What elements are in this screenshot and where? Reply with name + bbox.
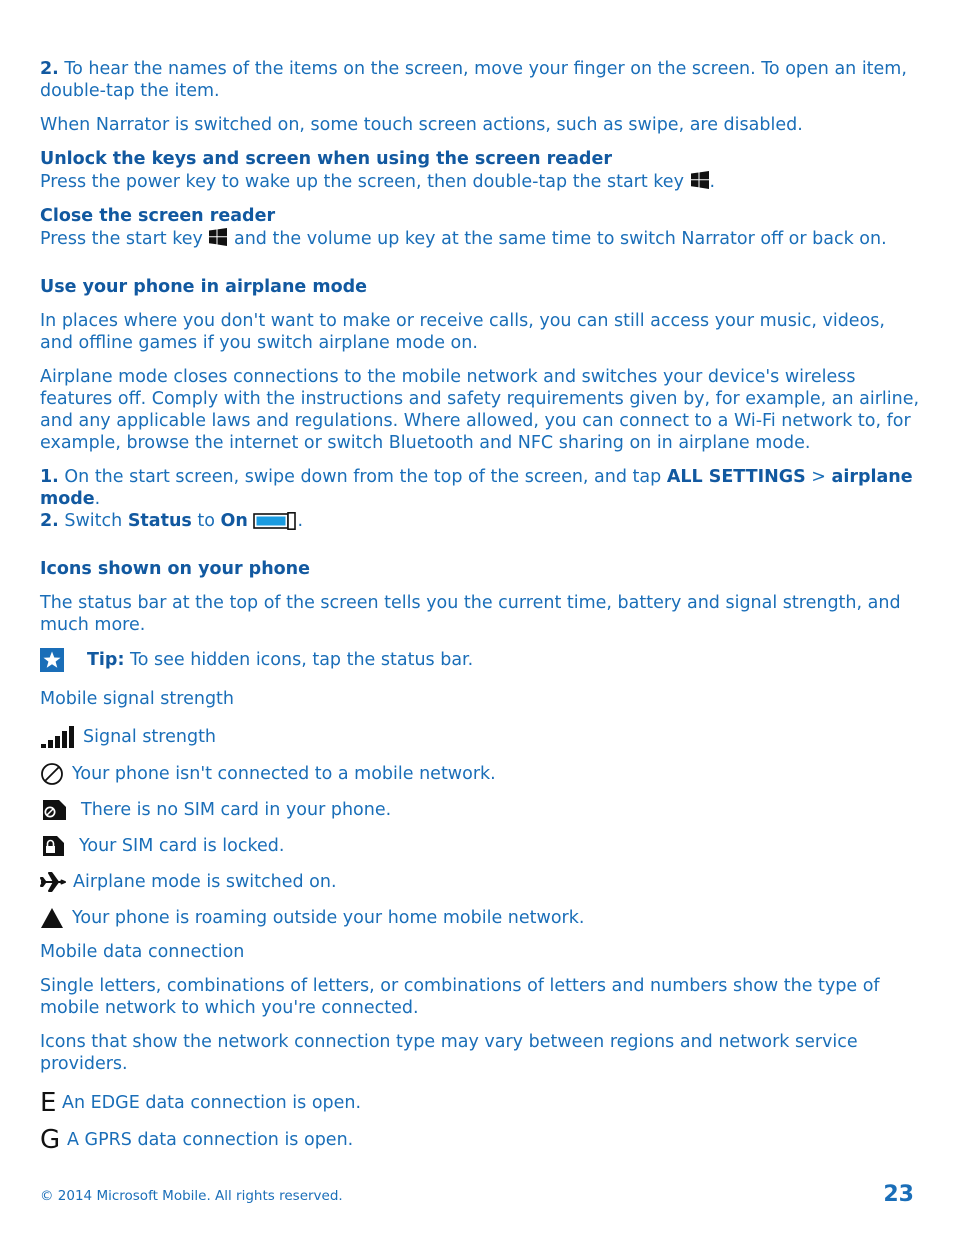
signal-heading: Mobile signal strength — [40, 689, 235, 709]
step-text: On the start screen, swipe down from the top of the screen, and tap — [58, 467, 667, 487]
roaming-icon — [40, 907, 64, 929]
signal-item — [40, 797, 920, 823]
unlock-heading: Unlock the keys and screen when using the screen reader — [40, 149, 612, 169]
period: . — [94, 489, 101, 509]
tip-label: Tip: — [87, 650, 125, 670]
close-text — [40, 227, 920, 250]
signal-item — [40, 869, 920, 895]
signal-bars-icon — [40, 726, 74, 748]
airplane-icon — [40, 870, 66, 894]
copyright: © 2014 Microsoft Mobile. All rights reserved. — [40, 1188, 343, 1204]
close-heading: Close the screen reader — [40, 206, 276, 226]
windows-start-key-icon — [208, 227, 228, 247]
unlock-text-after: . — [709, 172, 716, 192]
airplane-mode-label: airplane mode — [40, 467, 913, 509]
on-label: On — [220, 511, 248, 531]
airplane-details: Airplane mode closes connections to the mobile network and switches your device's wireless features off. Comply with the instructions and safety requirements given by, for example, an airline, and any applicable laws and regulations. Where allowed, you can connect to a Wi-Fi network to, for example, browse the internet or switch Bluetooth and NFC sharing on in airplane mode. — [40, 367, 920, 453]
all-settings-label: ALL SETTINGS — [666, 467, 806, 487]
signal-item — [40, 905, 920, 931]
unlock-text-before: Press the power key to wake up the screen, then double-tap the start key — [40, 172, 690, 192]
close-text-before: Press the start key — [40, 229, 209, 249]
data-item — [40, 1089, 920, 1117]
signal-item — [40, 724, 920, 750]
page-content — [40, 58, 920, 1154]
tip-text: To see hidden icons, tap the status bar. — [124, 650, 474, 670]
signal-item-text: Your phone isn't connected to a mobile network. — [72, 764, 496, 784]
signal-item-text: Your SIM card is locked. — [79, 836, 285, 856]
signal-item — [40, 761, 920, 787]
step-number: 2. — [40, 511, 59, 531]
airplane-step-1 — [40, 466, 920, 510]
data-item — [40, 1126, 920, 1154]
gprs-icon: G — [40, 1125, 61, 1155]
airplane-step-2 — [40, 510, 920, 532]
airplane-heading: Use your phone in airplane mode — [40, 277, 368, 297]
data-item-text: An EDGE data connection is open. — [62, 1093, 362, 1113]
data-heading: Mobile data connection — [40, 942, 245, 962]
step-text: To hear the names of the items on the screen, move your finger on the screen. To open an item, double-tap the item. — [40, 59, 907, 101]
no-sim-icon — [40, 799, 68, 821]
toggle-on-icon — [253, 512, 297, 530]
signal-item-text: Airplane mode is switched on. — [73, 872, 337, 892]
step-number: 1. — [40, 467, 59, 487]
close-text-after: and the volume up key at the same time to switch Narrator off or back on. — [228, 229, 887, 249]
narrator-step-2 — [40, 58, 920, 102]
status-label: Status — [127, 511, 192, 531]
data-item-text: A GPRS data connection is open. — [67, 1130, 354, 1150]
data-note: Icons that show the network connection type may vary between regions and network service providers. — [40, 1032, 858, 1074]
signal-item-text: Your phone is roaming outside your home mobile network. — [72, 908, 585, 928]
period: . — [297, 511, 304, 531]
tip — [40, 648, 920, 672]
sim-locked-icon — [40, 835, 66, 857]
edge-icon: E — [40, 1088, 57, 1118]
star-tip-icon — [40, 648, 64, 672]
data-intro: Single letters, combinations of letters, or combinations of letters and numbers show the type of mobile network to which you're connected. — [40, 976, 880, 1018]
signal-item-text: Signal strength — [83, 727, 217, 747]
narrator-swipe-note: When Narrator is switched on, some touch screen actions, such as swipe, are disabled. — [40, 115, 803, 135]
step-text: to — [191, 511, 221, 531]
airplane-intro: In places where you don't want to make or receive calls, you can still access your music, videos, and offline games if you switch airplane mode on. — [40, 311, 885, 353]
step-text: Switch — [58, 511, 128, 531]
icons-intro: The status bar at the top of the screen tells you the current time, battery and signal strength, and much more. — [40, 593, 901, 635]
signal-item — [40, 833, 920, 859]
step-number: 2. — [40, 59, 59, 79]
separator: > — [805, 467, 832, 487]
icons-heading: Icons shown on your phone — [40, 559, 311, 579]
no-network-icon — [40, 762, 64, 786]
unlock-text — [40, 170, 920, 193]
windows-start-key-icon — [690, 170, 710, 190]
page-number: 23 — [883, 1182, 914, 1207]
signal-item-text: There is no SIM card in your phone. — [81, 800, 392, 820]
